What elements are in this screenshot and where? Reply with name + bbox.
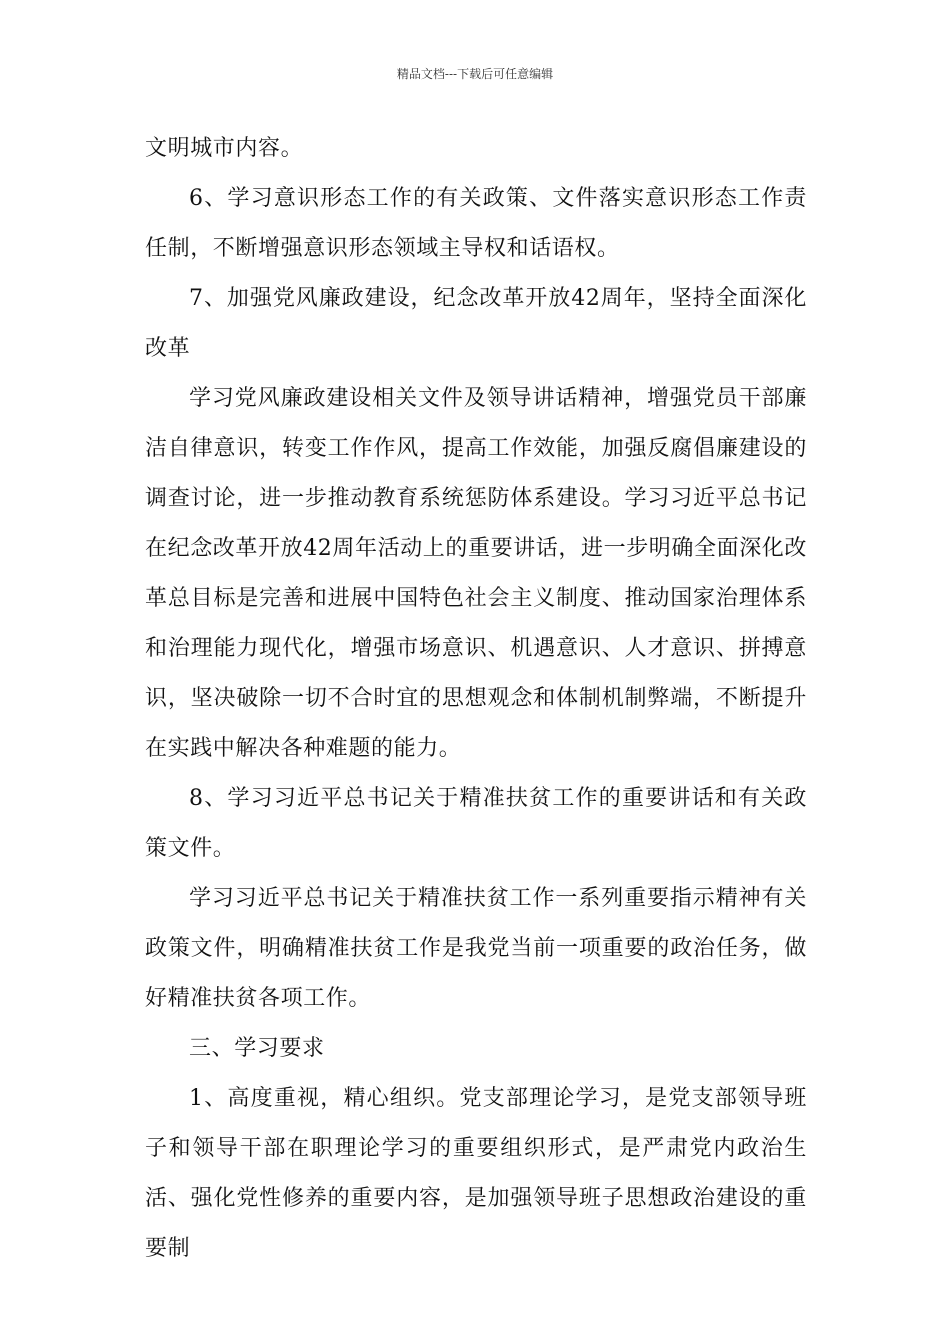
section-heading-requirements: 三、学习要求 <box>189 1036 325 1061</box>
page-header: 精品文档---下载后可任意编辑 <box>396 67 554 81</box>
paragraph-continuation: 文明城市内容。 <box>145 136 304 161</box>
paragraph-item-8-detail: 学习习近平总书记关于精准扶贫工作一系列重要指示精神有关政策文件，明确精准扶贫工作是我党当前一项重要的政治任务，做好精准扶贫各项工作。 <box>145 886 807 1011</box>
document-body <box>145 124 807 1274</box>
paragraph-item-7: 7、加强党风廉政建设，纪念改革开放42周年，坚持全面深化改革 <box>145 286 807 361</box>
paragraph-item-8: 8、学习习近平总书记关于精准扶贫工作的重要讲话和有关政策文件。 <box>145 786 807 861</box>
paragraph-requirement-1: 1、高度重视，精心组织。党支部理论学习，是党支部领导班子和领导干部在职理论学习的重要组织形式，是严肃党内政治生活、强化党性修养的重要内容，是加强领导班子思想政治建设的重要制 <box>145 1086 807 1261</box>
paragraph-item-6: 6、学习意识形态工作的有关政策、文件落实意识形态工作责任制，不断增强意识形态领域主导权和话语权。 <box>145 186 807 261</box>
paragraph-item-7-detail: 学习党风廉政建设相关文件及领导讲话精神，增强党员干部廉洁自律意识，转变工作作风，提高工作效能，加强反腐倡廉建设的调查讨论，进一步推动教育系统惩防体系建设。学习习近平总书记在纪念改革开放42周年活动上的重要讲话，进一步明确全面深化改革总目标是完善和进展中国特色社会主义制度、推动国家治理体系和治理能力现代化，增强市场意识、机遇意识、人才意识、拼搏意识，坚决破除一切不合时宜的思想观念和体制机制弊端，不断提升在实践中解决各种难题的能力。 <box>145 386 807 761</box>
